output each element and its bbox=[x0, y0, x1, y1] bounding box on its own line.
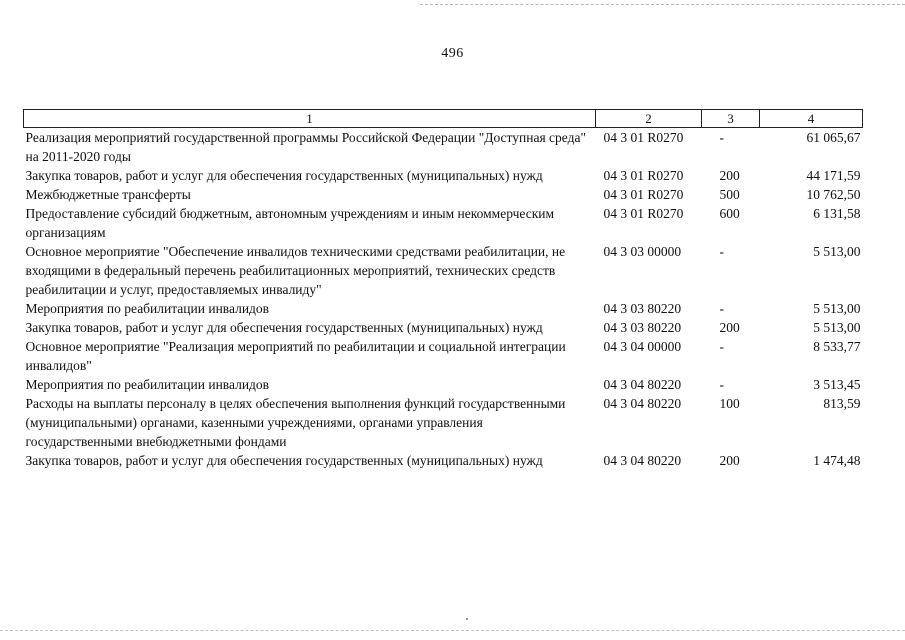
row-type: 600 bbox=[719, 206, 740, 221]
table-row bbox=[24, 204, 863, 242]
row-amount: 61 065,67 bbox=[806, 130, 861, 145]
row-type: - bbox=[719, 301, 724, 316]
table-row bbox=[24, 299, 863, 318]
header-col-1: 1 bbox=[24, 110, 596, 128]
table-row bbox=[24, 185, 863, 204]
row-code: 04 3 04 00000 bbox=[603, 339, 682, 354]
row-type: 200 bbox=[719, 453, 740, 468]
row-type: 500 bbox=[719, 187, 740, 202]
table-header bbox=[24, 110, 863, 128]
row-name: Предоставление субсидий бюджетным, автономным учреждениям и иным некоммерческим организациям bbox=[25, 206, 555, 240]
row-amount: 10 762,50 bbox=[806, 187, 861, 202]
row-amount: 3 513,45 bbox=[813, 377, 861, 392]
row-code: 04 3 04 80220 bbox=[603, 396, 682, 411]
row-code: 04 3 03 80220 bbox=[603, 320, 682, 335]
row-amount: 5 513,00 bbox=[813, 320, 861, 335]
table-row bbox=[24, 451, 863, 470]
table-row bbox=[24, 128, 863, 167]
table-body bbox=[24, 128, 863, 471]
row-name: Мероприятия по реабилитации инвалидов bbox=[25, 377, 270, 392]
row-amount: 1 474,48 bbox=[813, 453, 861, 468]
budget-table bbox=[23, 109, 863, 470]
row-name: Мероприятия по реабилитации инвалидов bbox=[25, 301, 270, 316]
row-type: 200 bbox=[719, 320, 740, 335]
row-amount: 44 171,59 bbox=[806, 168, 861, 183]
row-name: Реализация мероприятий государственной программы Российской Федерации "Доступная среда" на 2011-2020 годы bbox=[25, 130, 586, 164]
table-row bbox=[24, 242, 863, 299]
row-name: Основное мероприятие "Обеспечение инвалидов техническими средствами реабилитации, не входящими в федеральный перечень реабилитационных мероприятий, технических средств реабилитации и услуг, предоставляемых инвалиду" bbox=[25, 244, 566, 297]
row-code: 04 3 04 80220 bbox=[603, 377, 682, 392]
row-code: 04 3 01 R0270 bbox=[603, 130, 684, 145]
page-number: 496 bbox=[441, 46, 464, 61]
header-col-3: 3 bbox=[702, 110, 760, 128]
row-amount: 6 131,58 bbox=[813, 206, 861, 221]
row-type: - bbox=[719, 377, 724, 392]
row-type: 100 bbox=[719, 396, 740, 411]
row-type: - bbox=[719, 130, 724, 145]
row-code: 04 3 03 80220 bbox=[603, 301, 682, 316]
row-name: Закупка товаров, работ и услуг для обеспечения государственных (муниципальных) нужд bbox=[25, 453, 543, 468]
row-name: Межбюджетные трансферты bbox=[25, 187, 191, 202]
header-row bbox=[24, 110, 863, 128]
row-amount: 5 513,00 bbox=[813, 301, 861, 316]
row-name: Закупка товаров, работ и услуг для обеспечения государственных (муниципальных) нужд bbox=[25, 168, 543, 183]
table-row bbox=[24, 394, 863, 451]
row-amount: 813,59 bbox=[823, 396, 861, 411]
row-type: - bbox=[719, 339, 724, 354]
row-name: Расходы на выплаты персоналу в целях обеспечения выполнения функций государственными (муниципальными) органами, казенными учреждениями, органами управления государственными внебюджетными фондами bbox=[25, 396, 566, 449]
scan-edge-bottom bbox=[0, 630, 905, 631]
scan-speck bbox=[466, 618, 468, 620]
table-row bbox=[24, 375, 863, 394]
row-code: 04 3 03 00000 bbox=[603, 244, 682, 259]
row-amount: 8 533,77 bbox=[813, 339, 861, 354]
row-name: Основное мероприятие "Реализация мероприятий по реабилитации и социальной интеграции инвалидов" bbox=[25, 339, 566, 373]
header-col-2: 2 bbox=[596, 110, 702, 128]
table-row bbox=[24, 166, 863, 185]
table-row bbox=[24, 318, 863, 337]
row-code: 04 3 01 R0270 bbox=[603, 187, 684, 202]
table-row bbox=[24, 337, 863, 375]
row-code: 04 3 01 R0270 bbox=[603, 168, 684, 183]
row-code: 04 3 04 80220 bbox=[603, 453, 682, 468]
header-col-4: 4 bbox=[760, 110, 863, 128]
row-type: - bbox=[719, 244, 724, 259]
row-amount: 5 513,00 bbox=[813, 244, 861, 259]
scan-edge-top bbox=[420, 4, 905, 5]
row-type: 200 bbox=[719, 168, 740, 183]
row-code: 04 3 01 R0270 bbox=[603, 206, 684, 221]
row-name: Закупка товаров, работ и услуг для обеспечения государственных (муниципальных) нужд bbox=[25, 320, 543, 335]
